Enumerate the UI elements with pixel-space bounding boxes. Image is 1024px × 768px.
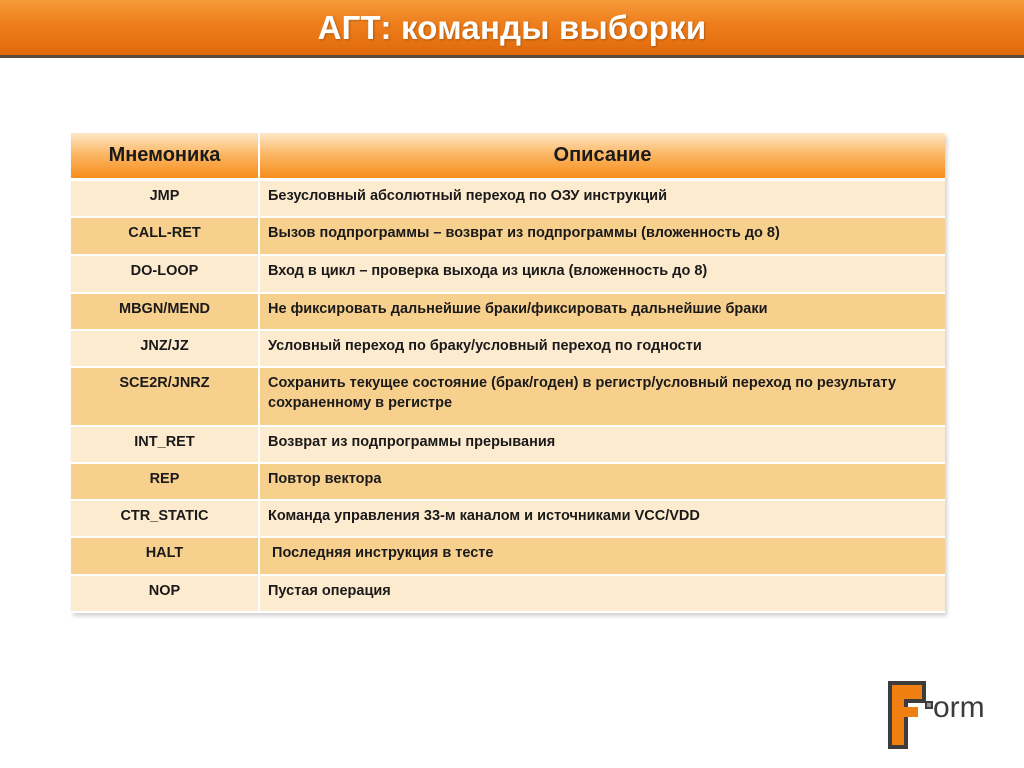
- row-description: Пустая операция: [259, 575, 945, 612]
- logo-accent-inner: [927, 703, 931, 707]
- row-mnemonic: DO-LOOP: [71, 255, 259, 293]
- row-mnemonic: CALL-RET: [71, 217, 259, 255]
- row-description: Сохранить текущее состояние (брак/годен) в регистр/условный переход по результату сохраненному в регистре: [259, 367, 945, 426]
- row-mnemonic: INT_RET: [71, 426, 259, 463]
- table-row: [71, 180, 945, 218]
- slide-title: АГТ: команды выборки: [317, 9, 707, 46]
- row-description: Возврат из подпрограммы прерывания: [259, 426, 945, 463]
- row-mnemonic: SCE2R/JNRZ: [71, 367, 259, 426]
- row-mnemonic: REP: [71, 463, 259, 500]
- commands-table-container: [71, 133, 945, 613]
- table-row: [71, 500, 945, 537]
- row-description: Не фиксировать дальнейшие браки/фиксировать дальнейшие браки: [259, 293, 945, 330]
- row-mnemonic: CTR_STATIC: [71, 500, 259, 537]
- table-row: [71, 367, 945, 426]
- header-description: Описание: [259, 133, 945, 180]
- logo-text: orm: [933, 691, 985, 724]
- header-mnemonic: Мнемоника: [71, 133, 259, 180]
- row-mnemonic: NOP: [71, 575, 259, 612]
- table-row: [71, 330, 945, 367]
- table-row: [71, 217, 945, 255]
- row-description: Команда управления 33-м каналом и источниками VCC/VDD: [259, 500, 945, 537]
- row-mnemonic: JNZ/JZ: [71, 330, 259, 367]
- row-description: Повтор вектора: [259, 463, 945, 500]
- row-description: Вход в цикл – проверка выхода из цикла (вложенность до 8): [259, 255, 945, 293]
- row-description: Условный переход по браку/условный переход по годности: [259, 330, 945, 367]
- table-header-row: [71, 133, 945, 180]
- row-description: Безусловный абсолютный переход по ОЗУ инструкций: [259, 180, 945, 218]
- title-bar: [0, 0, 1024, 58]
- table-row: [71, 537, 945, 575]
- table-row: [71, 426, 945, 463]
- row-mnemonic: JMP: [71, 180, 259, 218]
- commands-table: [71, 133, 945, 613]
- table-row: [71, 463, 945, 500]
- form-logo-icon: [886, 679, 1006, 751]
- table-row: [71, 575, 945, 612]
- row-description: Вызов подпрограммы – возврат из подпрограммы (вложенность до 8): [259, 217, 945, 255]
- table-row: [71, 255, 945, 293]
- row-mnemonic: HALT: [71, 537, 259, 575]
- row-description: Последняя инструкция в тесте: [259, 537, 945, 575]
- table-row: [71, 293, 945, 330]
- row-mnemonic: MBGN/MEND: [71, 293, 259, 330]
